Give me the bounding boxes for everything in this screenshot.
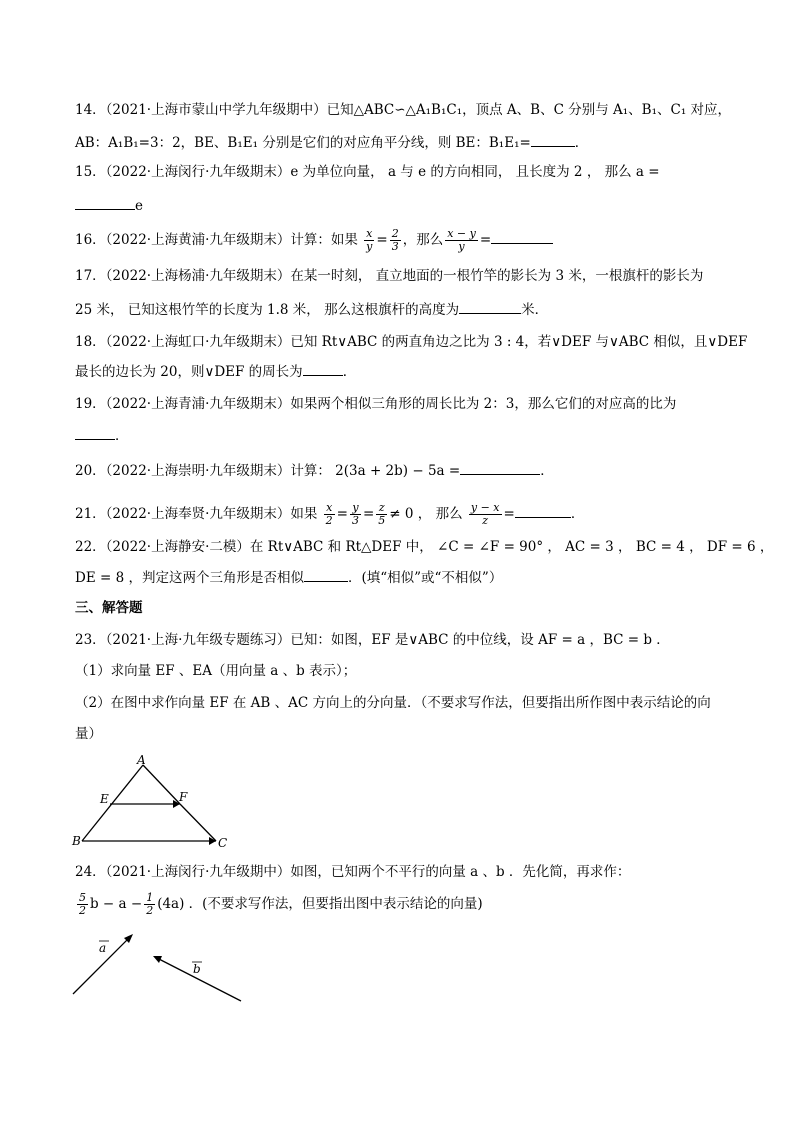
q21-fr-den: z (482, 514, 489, 527)
q18-line2 (75, 361, 356, 382)
q21-fr-num: y − x (470, 501, 500, 514)
vector-a-label: a (99, 941, 107, 955)
segment-af (143, 765, 180, 804)
q17-unit: 米． (521, 302, 549, 318)
q24-expr-tail: (4a) ．(不要求写作法，但要指出图中表示结论的向量) (157, 896, 483, 912)
q23-line2: （1）求向量 EF 、EA（用向量 a 、b 表示）； (75, 663, 357, 679)
q17-answer-blank[interactable] (459, 299, 521, 314)
q16-fraction-x-over-y (364, 228, 374, 253)
q15-line2 (75, 195, 143, 216)
q22-line1: 22．（2022·上海静安·二模）在 Rt∨ABC 和 Rt△DEF 中， ∠C = ∠F = 90° ， AC = 3 ， BC = 4 ， DF = 6 ， (75, 539, 774, 555)
side-ab (82, 765, 143, 841)
label-e: E (100, 792, 109, 806)
q20-text: 20．（2022·上海崇明·九年级期末）计算： 2(3a + 2b) − 5a = (75, 463, 461, 479)
q21-line: 21．（2022·上海奉贤·九年级期末）如果 $\frac{x}{2}$ = $\frac{y}{3}$ = $\frac{z}{5}$ ≠ 0 ， 那么 $\frac{y - x}{z}$ = ． (75, 501, 585, 527)
q18-answer-blank[interactable] (303, 361, 343, 376)
segment-fc (180, 804, 216, 841)
q16-eq2: = (479, 232, 492, 248)
q24-expr-mid: b − a − (90, 896, 143, 912)
q21-fy-num: y (350, 502, 361, 515)
q21-fz-den: 5 (378, 514, 386, 527)
q14-answer-blank[interactable] (531, 132, 575, 147)
q17-text: 25 米， 已知这根竹竿的长度为 1.8 米， 那么这根旗杆的高度为 (75, 302, 460, 318)
q18-period: ． (342, 364, 357, 380)
q21-text: 21．（2022·上海奉贤·九年级期末）如果 (75, 506, 318, 522)
q16-text: 16．（2022·上海黄浦·九年级期末）计算：如果 (75, 232, 358, 248)
section-heading: 三、解答题 (75, 600, 143, 616)
q24-fraction-1-2 (144, 892, 155, 917)
q16-line (75, 228, 553, 253)
q24-fraction-5-2 (77, 892, 88, 917)
q21-ne0: ≠ 0 ， 那么 (389, 506, 463, 522)
q23-line1: 23．（2021·上海·九年级专题练习）已知：如图，EF 是∨ABC 的中位线，设 AF = a ，BC = b ． (75, 632, 670, 648)
vector-b-label: b (193, 962, 201, 976)
q16-f2-num: 2 (391, 227, 399, 240)
q16-f3-den: y (458, 240, 465, 253)
q23-triangle-figure (70, 755, 240, 855)
label-c: C (218, 836, 228, 850)
q16-eq1: = (376, 232, 388, 248)
q17-line2 (75, 299, 548, 320)
q24-den2: 2 (146, 904, 154, 917)
q21-fx-den: 2 (325, 514, 333, 527)
q19-answer-blank[interactable] (75, 425, 115, 440)
q18-text: 最长的边长为 20，则∨DEF 的周长为 (75, 364, 303, 380)
q22-answer-blank[interactable] (304, 567, 348, 582)
q23-line3: （2）在图中求作向量 EF 在 AB 、AC 方向上的分向量．（不要求写作法，但要指出所作图中表示结论的向 (75, 695, 711, 711)
q24-num2: 1 (146, 891, 154, 904)
label-b: B (72, 834, 81, 848)
q20-answer-blank[interactable] (460, 460, 540, 475)
q21-answer-blank[interactable] (515, 503, 571, 518)
q21-fx-num: x (324, 502, 335, 515)
label-f: F (179, 790, 188, 804)
q22-text: DE = 8 ，判定这两个三角形是否相似 (75, 570, 304, 586)
q24-line2 (75, 892, 483, 917)
q24-vectors-figure (65, 928, 255, 1008)
q14-period: ． (574, 135, 589, 151)
q21-fraction-z (376, 502, 387, 527)
q16-f1-den: y (366, 240, 373, 253)
q16-mid: ，那么 (402, 232, 444, 248)
q15-e-vector: e (135, 198, 143, 214)
q16-answer-blank[interactable] (491, 229, 553, 244)
q14-line1: 14．（2021·上海市蒙山中学九年级期中）已知△ABC∽△A₁B₁C₁，顶点 A、B、C 分别与 A₁、B₁、C₁ 对应， (75, 102, 732, 118)
q16-fraction-result (445, 228, 478, 253)
q21-fraction-y (350, 502, 361, 527)
q15-answer-blank[interactable] (75, 195, 135, 210)
q19-line2 (75, 425, 129, 446)
q17-line1: 17．（2022·上海杨浦·九年级期末）在某一时刻， 直立地面的一根竹竿的影长为 3 米，一根旗杆的影长为 (75, 268, 704, 284)
q14-line2 (75, 132, 588, 153)
q15-line1: 15．（2022·上海闵行·九年级期末）e 为单位向量， a 与 e 的方向相同， 且长度为 2 ， 那么 a = (75, 164, 660, 180)
q21-fraction-x (324, 502, 335, 527)
q21-fraction-result (469, 502, 502, 527)
q20-line (75, 460, 554, 481)
q22-line2 (75, 567, 502, 588)
q19-line1: 19．（2022·上海青浦·九年级期末）如果两个相似三角形的周长比为 2：3，那么它们的对应高的比为 (75, 396, 677, 412)
q16-f3-num: x − y (447, 227, 476, 240)
q24-line1: 24．（2021·上海闵行·九年级期中）如图，已知两个不平行的向量 a 、b ．先化简，再求作： (75, 864, 631, 880)
q18-line1: 18．（2022·上海虹口·九年级期末）已知 Rt∨ABC 的两直角边之比为 3 : 4，若∨DEF 与∨ABC 相似，且∨DEF (75, 334, 748, 350)
q22-hint: ．(填“相似”或“不相似”） (347, 570, 503, 586)
q16-f2-den: 3 (391, 240, 399, 253)
q19-period: ． (115, 428, 129, 444)
q24-den1: 2 (79, 904, 86, 917)
q16-f1-num: x (366, 227, 373, 240)
q21-period: ． (570, 506, 585, 522)
label-a: A (137, 755, 146, 767)
q14-text: AB：A₁B₁=3：2，BE、B₁E₁ 分别是它们的对应角平分线，则 BE：B₁E₁= (75, 135, 531, 151)
q16-fraction-2-over-3 (390, 228, 401, 253)
q21-eq: = (503, 506, 515, 522)
q24-num1: 5 (79, 891, 86, 904)
q23-line4: 量） (75, 726, 102, 742)
q21-fz-num: z (376, 502, 387, 515)
q20-period: ． (540, 463, 554, 479)
q21-fy-den: 3 (351, 514, 359, 527)
